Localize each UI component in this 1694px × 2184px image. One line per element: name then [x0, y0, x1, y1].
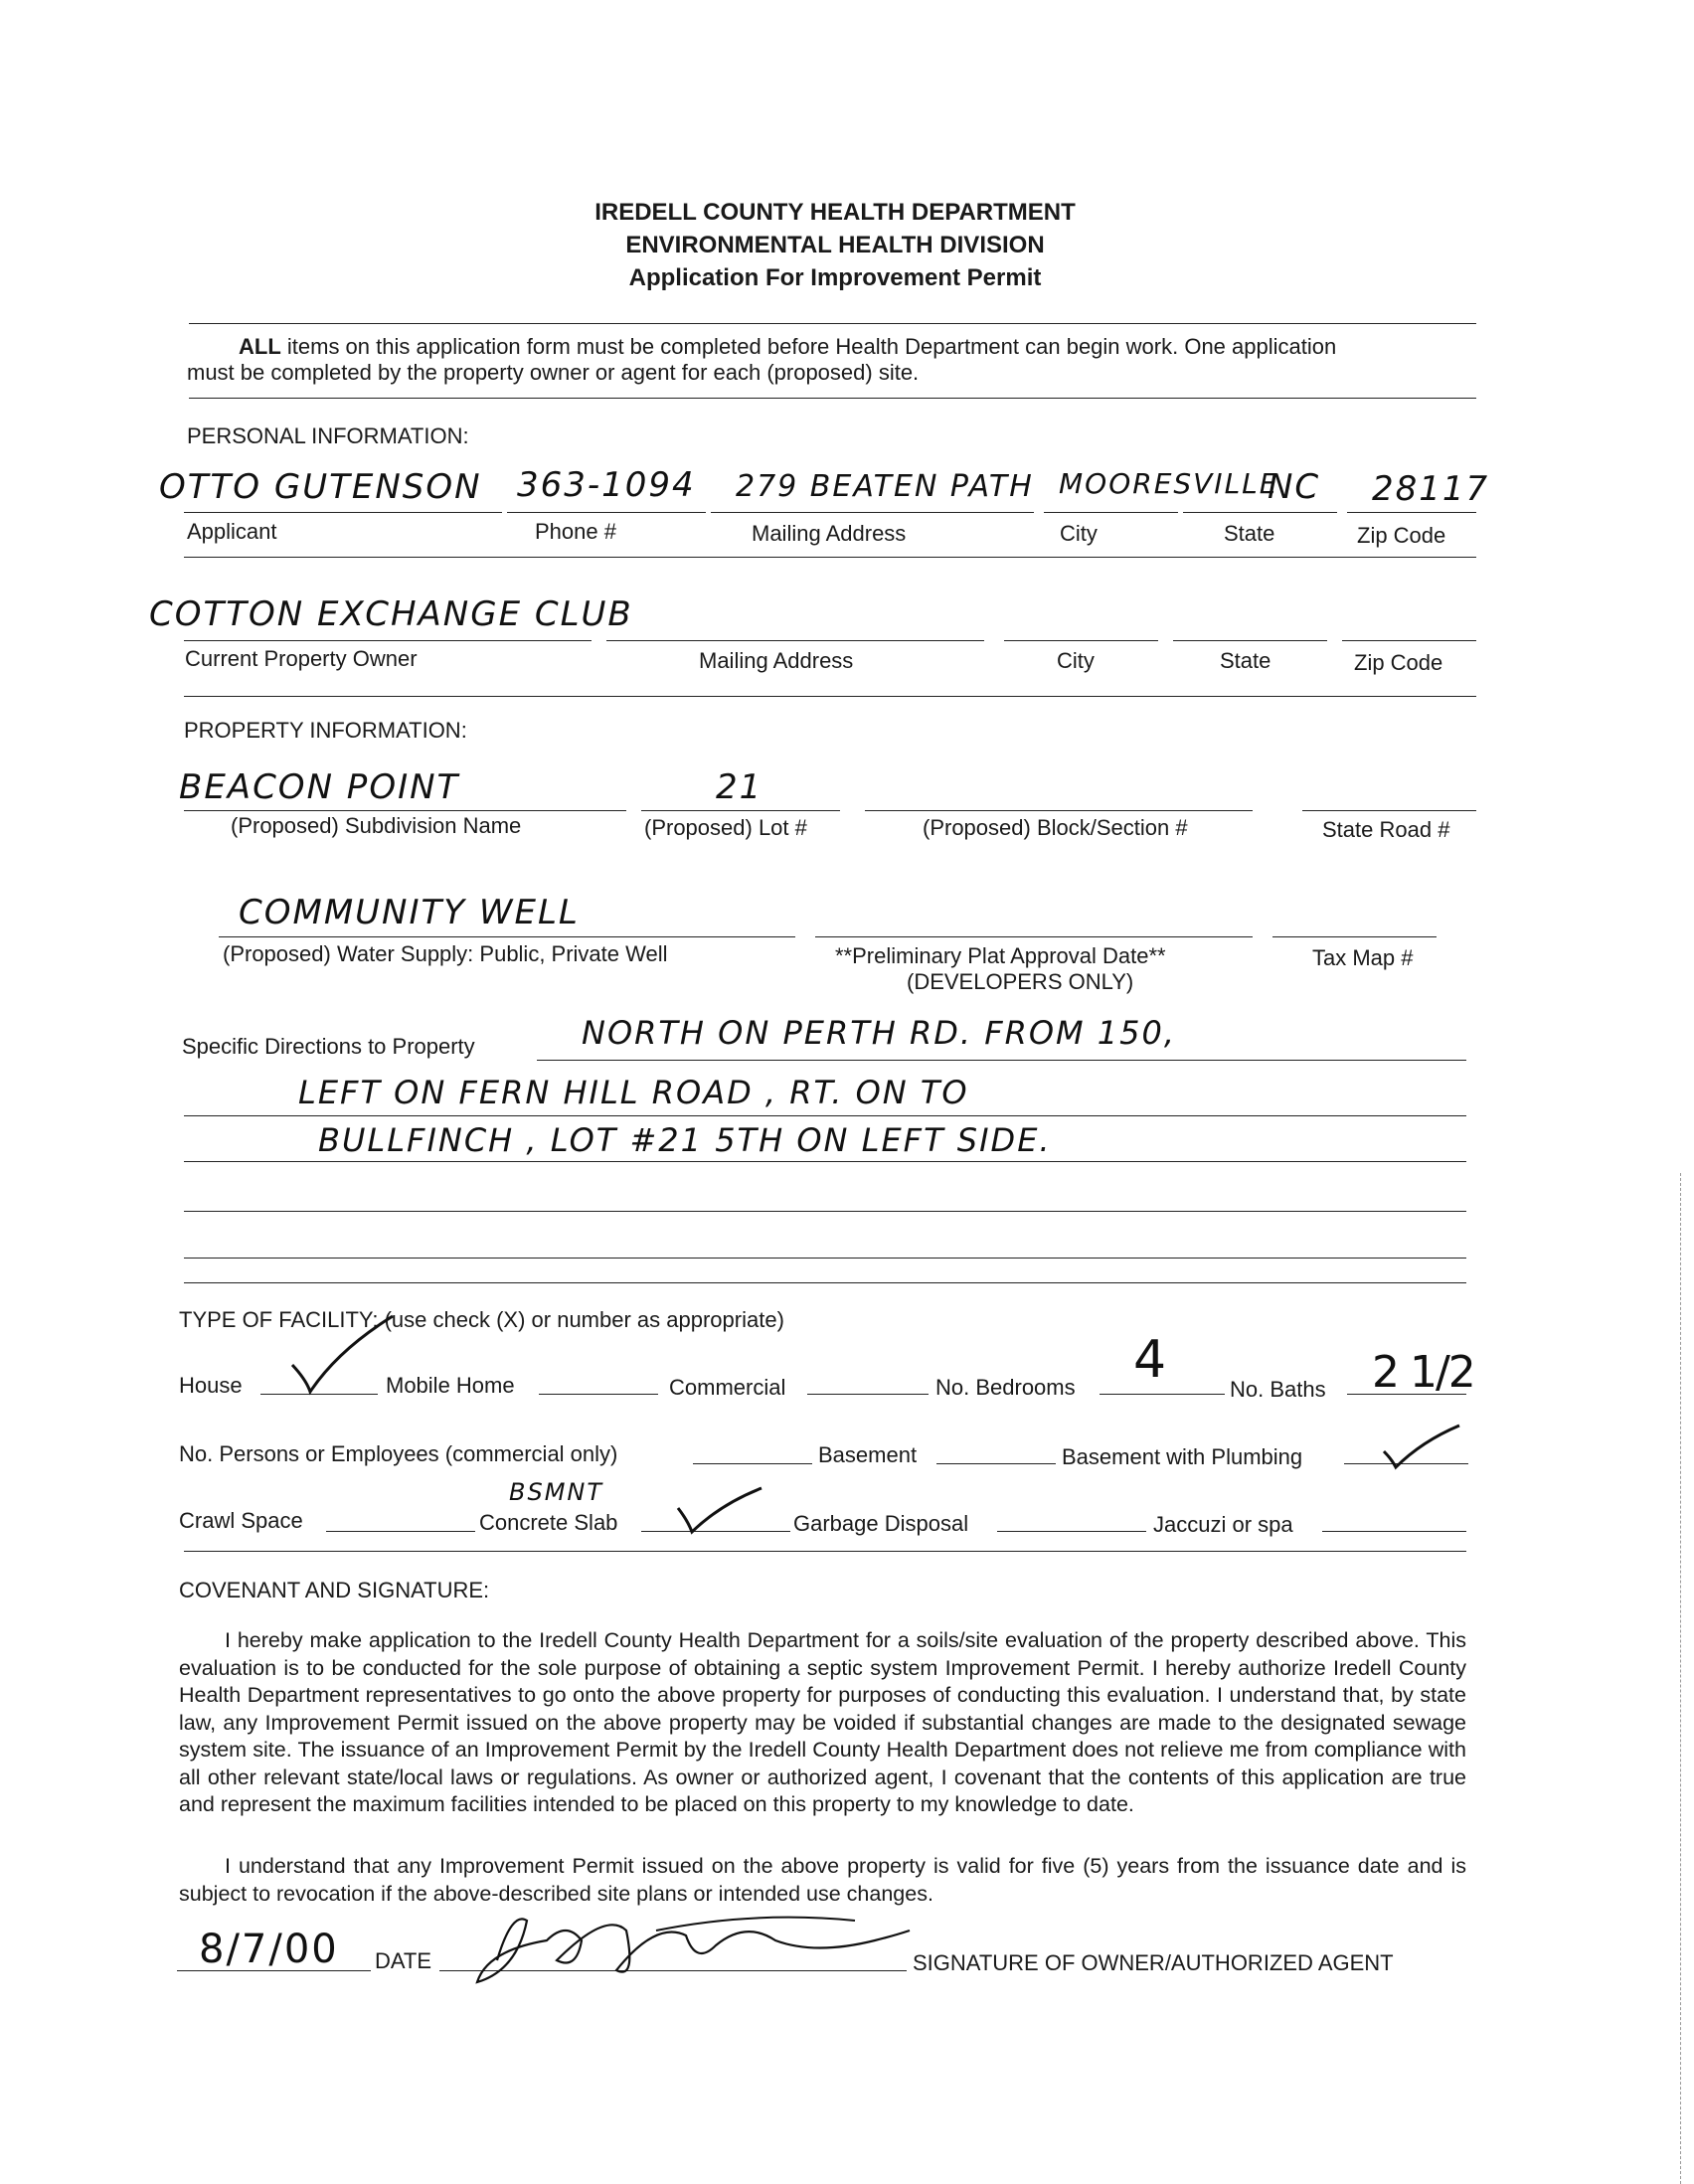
- directions-rule-3: [184, 1161, 1466, 1162]
- owner-zip-label: Zip Code: [1354, 650, 1443, 675]
- applicant-label: Applicant: [187, 519, 277, 544]
- bedrooms-value[interactable]: 4: [1133, 1330, 1169, 1390]
- basement-line: [936, 1463, 1056, 1464]
- block-line: [865, 810, 1253, 811]
- applicant-line: [184, 512, 502, 513]
- state-label: State: [1224, 521, 1275, 546]
- garbage-disposal-line: [997, 1531, 1146, 1532]
- owner-value[interactable]: COTTON EXCHANGE CLUB: [149, 594, 633, 634]
- intro-line-1: [239, 334, 1336, 360]
- concrete-slab-label: Concrete Slab: [479, 1510, 618, 1535]
- zip-line: [1347, 512, 1476, 513]
- slab-note-value: BSMNT: [509, 1478, 604, 1506]
- owner-mailing-line: [606, 640, 984, 641]
- basement-plumbing-label: Basement with Plumbing: [1062, 1444, 1303, 1469]
- date-label: DATE: [375, 1948, 432, 1973]
- state-line: [1183, 512, 1337, 513]
- owner-city-line: [1004, 640, 1158, 641]
- city-label: City: [1060, 521, 1098, 546]
- baths-line: [1347, 1394, 1466, 1395]
- house-label: House: [179, 1373, 243, 1398]
- road-line: [1302, 810, 1476, 811]
- plat-sub-label: (DEVELOPERS ONLY): [907, 969, 1134, 994]
- intro-rule: [189, 398, 1476, 399]
- phone-label: Phone #: [535, 519, 616, 544]
- owner-state-line: [1173, 640, 1327, 641]
- taxmap-line: [1272, 936, 1437, 937]
- facility-heading: TYPE OF FACILITY: (use check (X) or number as appropriate): [179, 1307, 784, 1332]
- phone-value[interactable]: 363-1094: [517, 465, 696, 505]
- directions-line-1[interactable]: NORTH ON PERTH RD. FROM 150,: [582, 1014, 1177, 1052]
- state-value[interactable]: NC: [1268, 467, 1321, 507]
- mobile-home-label: Mobile Home: [386, 1373, 515, 1398]
- commercial-line: [807, 1394, 929, 1395]
- division-title: ENVIRONMENTAL HEALTH DIVISION: [625, 232, 1045, 258]
- facility-rule: [184, 1551, 1466, 1552]
- covenant-paragraph-1: I hereby make application to the Iredell County Health Department for a soils/site evaluation of the property described above. This evaluation is to be conducted for the sole purpose of obtaining a septic system Improvement Permit. I hereby authorize Iredell County Health Department representatives to go onto the above property for purposes of conducting this evaluation. I understand that, by state law, any Improvement Permit issued on the above property may be voided if substantial changes are made to the designated sewage system site. The issuance of an Improvement Permit by the Iredell County Health Department does not relieve me from compliance with all other relevant state/local laws or regulations. As owner or authorized agent, I covenant that the contents of this application are true and represent the maximum facilities intended to be placed on this property to my knowledge to date.: [179, 1628, 1466, 1816]
- commercial-label: Commercial: [669, 1375, 786, 1400]
- directions-rule-1: [537, 1060, 1466, 1061]
- personal-info-heading: PERSONAL INFORMATION:: [187, 423, 469, 448]
- zip-value[interactable]: 28117: [1372, 469, 1490, 509]
- phone-line: [507, 512, 706, 513]
- signature-label: SIGNATURE OF OWNER/AUTHORIZED AGENT: [913, 1950, 1394, 1975]
- directions-rule-2: [184, 1115, 1466, 1116]
- intro-line-2: must be completed by the property owner or agent for each (proposed) site.: [187, 360, 920, 385]
- signature-drawing: [457, 1901, 925, 1990]
- owner-city-label: City: [1057, 648, 1095, 673]
- baths-label: No. Baths: [1230, 1377, 1326, 1402]
- road-label: State Road #: [1322, 817, 1450, 842]
- baths-value[interactable]: 2 1/2: [1372, 1347, 1474, 1398]
- plat-label: **Preliminary Plat Approval Date**: [835, 943, 1166, 968]
- form-title: Application For Improvement Permit: [628, 264, 1042, 291]
- city-value[interactable]: MOORESVILLE: [1059, 467, 1279, 500]
- covenant-paragraph-2: I understand that any Improvement Permit issued on the above property is valid for five (5) years from the issuance date and is subject to revocation if the above-described site plans or intended use changes.: [179, 1854, 1466, 1906]
- lot-value[interactable]: 21: [716, 767, 763, 807]
- bedrooms-line: [1100, 1394, 1225, 1395]
- lot-line: [641, 810, 840, 811]
- directions-rule-5: [184, 1258, 1466, 1259]
- crawl-space-line: [326, 1531, 475, 1532]
- covenant-heading: COVENANT AND SIGNATURE:: [179, 1578, 490, 1602]
- owner-rule: [184, 696, 1476, 697]
- city-line: [1044, 512, 1178, 513]
- mailing-line: [711, 512, 1034, 513]
- mailing-address-value[interactable]: 279 BEATEN PATH: [736, 469, 1034, 504]
- persons-label: No. Persons or Employees (commercial only): [179, 1441, 618, 1466]
- subdivision-label: (Proposed) Subdivision Name: [231, 813, 522, 838]
- subdivision-line: [184, 810, 626, 811]
- directions-rule-6: [184, 1282, 1466, 1283]
- jacuzzi-line: [1322, 1531, 1466, 1532]
- jacuzzi-label: Jaccuzi or spa: [1153, 1512, 1293, 1537]
- water-label: (Proposed) Water Supply: Public, Private Well: [223, 941, 668, 966]
- basement-plumbing-check-icon[interactable]: [1382, 1422, 1461, 1471]
- owner-line: [184, 640, 592, 641]
- owner-zip-line: [1342, 640, 1476, 641]
- crawl-space-label: Crawl Space: [179, 1508, 303, 1533]
- concrete-slab-check-icon[interactable]: [676, 1486, 765, 1536]
- owner-label: Current Property Owner: [185, 646, 418, 671]
- zip-label: Zip Code: [1357, 523, 1446, 548]
- scan-edge: [1680, 1173, 1681, 2184]
- directions-line-3[interactable]: BULLFINCH , LOT #21 5TH ON LEFT SIDE.: [318, 1121, 1052, 1159]
- intro-all-bold: ALL: [239, 334, 281, 359]
- mobile-home-line: [539, 1394, 658, 1395]
- directions-label: Specific Directions to Property: [182, 1034, 475, 1059]
- persons-line: [693, 1463, 812, 1464]
- plat-line: [815, 936, 1253, 937]
- department-title: IREDELL COUNTY HEALTH DEPARTMENT: [594, 199, 1076, 226]
- header-rule: [189, 323, 1476, 324]
- water-supply-value[interactable]: COMMUNITY WELL: [239, 893, 580, 932]
- block-label: (Proposed) Block/Section #: [923, 815, 1188, 840]
- water-line: [219, 936, 795, 937]
- garbage-disposal-label: Garbage Disposal: [793, 1511, 969, 1536]
- intro-text-1: items on this application form must be completed before Health Department can begin work. One application: [280, 334, 1337, 359]
- lot-label: (Proposed) Lot #: [644, 815, 807, 840]
- property-info-heading: PROPERTY INFORMATION:: [184, 718, 467, 743]
- directions-line-2[interactable]: LEFT ON FERN HILL ROAD , RT. ON TO: [298, 1074, 969, 1111]
- subdivision-value[interactable]: BEACON POINT: [179, 767, 460, 807]
- taxmap-label: Tax Map #: [1312, 945, 1414, 970]
- owner-mailing-label: Mailing Address: [699, 648, 854, 673]
- mailing-label: Mailing Address: [752, 521, 907, 546]
- basement-label: Basement: [818, 1442, 918, 1467]
- date-line: [177, 1970, 371, 1971]
- applicant-value[interactable]: OTTO GUTENSON: [159, 467, 482, 507]
- directions-rule-4: [184, 1211, 1466, 1212]
- owner-state-label: State: [1220, 648, 1271, 673]
- house-check-icon[interactable]: [288, 1310, 398, 1400]
- date-value[interactable]: 8/7/00: [199, 1927, 339, 1972]
- applicant-rule: [184, 557, 1476, 558]
- bedrooms-label: No. Bedrooms: [935, 1375, 1076, 1400]
